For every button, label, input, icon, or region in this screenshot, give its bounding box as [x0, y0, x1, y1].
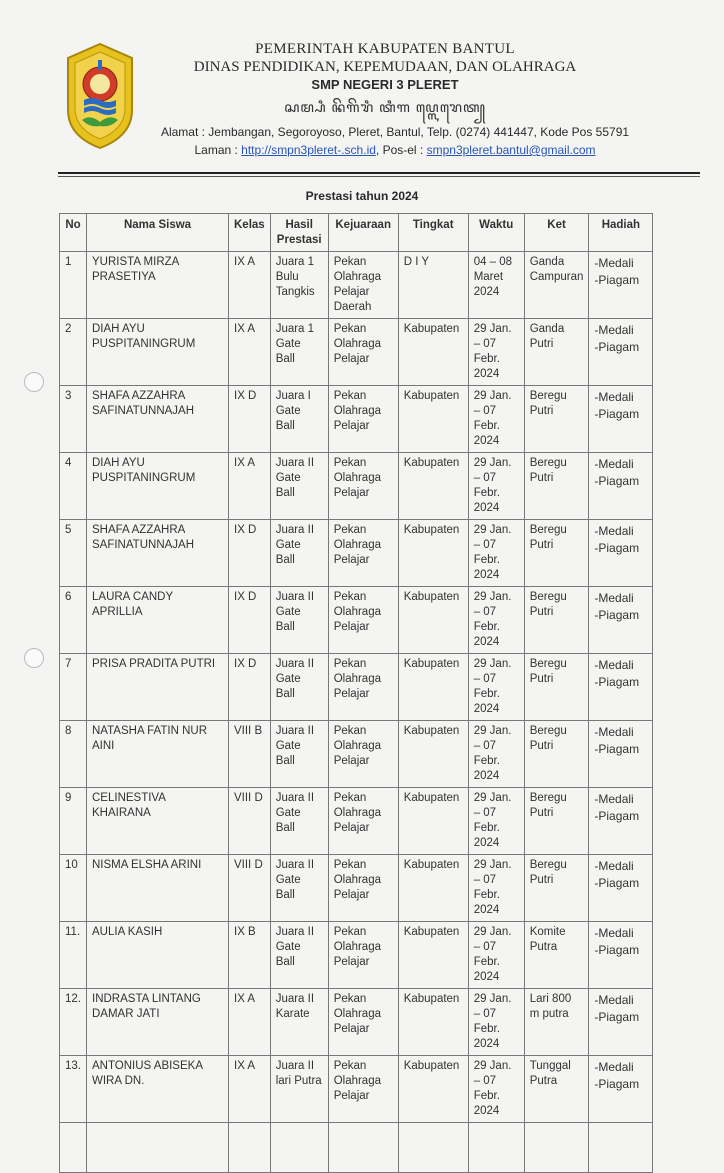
championship-name: Pekan Olahraga Pelajar	[328, 520, 398, 587]
award-medal: -Medali	[594, 926, 634, 940]
column-header-championship: Kejuaraan	[328, 214, 398, 252]
event-note: Beregu Putri	[524, 587, 589, 654]
award-medal: -Medali	[594, 993, 634, 1007]
award-certificate: -Piagam	[594, 742, 640, 756]
event-date: 29 Jan. – 07 Febr. 2024	[468, 654, 524, 721]
row-number: 13.	[60, 1056, 87, 1123]
column-header-no: No	[60, 214, 87, 252]
empty-cell	[60, 1123, 87, 1173]
header-contact	[140, 143, 650, 157]
competition-level: Kabupaten	[398, 788, 468, 855]
award-cell	[589, 252, 653, 319]
table-row	[60, 520, 653, 587]
event-date: 29 Jan. – 07 Febr. 2024	[468, 788, 524, 855]
row-number: 11.	[60, 922, 87, 989]
website-link[interactable]: http://smpn3pleret-.sch.id	[241, 143, 376, 157]
award-certificate: -Piagam	[594, 1077, 640, 1091]
award-cell	[589, 386, 653, 453]
student-class: IX A	[229, 319, 271, 386]
award-medal: -Medali	[594, 725, 634, 739]
row-number: 10	[60, 855, 87, 922]
header-javanese-script: ꦱꦩ꧀ꦥꦶ ꦤꦼꦒꦼꦫꦶ ꦠꦶꦒ ꦥ꧀ꦭꦺꦫꦺꦠ꧀	[284, 99, 486, 115]
student-name: AULIA KASIH	[87, 922, 229, 989]
competition-level: Kabupaten	[398, 386, 468, 453]
table-row	[60, 1056, 653, 1123]
event-note: Beregu Putri	[524, 855, 589, 922]
header-school-name: SMP NEGERI 3 PLERET	[311, 77, 459, 92]
achievement-result: Juara II Gate Ball	[270, 788, 328, 855]
award-cell	[589, 855, 653, 922]
row-number: 2	[60, 319, 87, 386]
event-date: 29 Jan. – 07 Febr. 2024	[468, 319, 524, 386]
achievements-table	[59, 213, 653, 1173]
student-class: IX D	[229, 520, 271, 587]
achievement-result: Juara II Gate Ball	[270, 922, 328, 989]
email-link[interactable]: smpn3pleret.bantul@gmail.com	[426, 143, 596, 157]
student-class: IX B	[229, 922, 271, 989]
table-row	[60, 721, 653, 788]
championship-name: Pekan Olahraga Pelajar	[328, 1056, 398, 1123]
student-name: ANTONIUS ABISEKA WIRA DN.	[87, 1056, 229, 1123]
table-row	[60, 989, 653, 1056]
championship-name: Pekan Olahraga Pelajar	[328, 855, 398, 922]
award-certificate: -Piagam	[594, 474, 640, 488]
header-agency: DINAS PENDIDIKAN, KEPEMUDAAN, DAN OLAHRAGA	[193, 59, 577, 75]
championship-name: Pekan Olahraga Pelajar	[328, 788, 398, 855]
empty-cell	[87, 1123, 229, 1173]
punch-hole	[24, 372, 44, 392]
event-note: Beregu Putri	[524, 721, 589, 788]
row-number: 7	[60, 654, 87, 721]
award-certificate: -Piagam	[594, 273, 640, 287]
competition-level: Kabupaten	[398, 587, 468, 654]
event-note: Lari 800 m putra	[524, 989, 589, 1056]
student-name: DIAH AYU PUSPITANINGRUM	[87, 319, 229, 386]
web-label: Laman :	[194, 143, 242, 157]
table-row	[60, 386, 653, 453]
award-medal: -Medali	[594, 658, 634, 672]
student-class: VIII B	[229, 721, 271, 788]
row-number: 6	[60, 587, 87, 654]
empty-cell	[524, 1123, 589, 1173]
student-name: LAURA CANDY APRILLIA	[87, 587, 229, 654]
empty-cell	[270, 1123, 328, 1173]
championship-name: Pekan Olahraga Pelajar	[328, 721, 398, 788]
championship-name: Pekan Olahraga Pelajar	[328, 922, 398, 989]
table-row	[60, 453, 653, 520]
award-medal: -Medali	[594, 591, 634, 605]
column-header-time: Waktu	[468, 214, 524, 252]
award-cell	[589, 721, 653, 788]
event-note: Beregu Putri	[524, 386, 589, 453]
row-number: 4	[60, 453, 87, 520]
award-medal: -Medali	[594, 256, 634, 270]
award-cell	[589, 587, 653, 654]
table-row	[60, 922, 653, 989]
student-name: CELINESTIVA KHAIRANA	[87, 788, 229, 855]
award-medal: -Medali	[594, 792, 634, 806]
event-note: Beregu Putri	[524, 654, 589, 721]
championship-name: Pekan Olahraga Pelajar	[328, 587, 398, 654]
award-certificate: -Piagam	[594, 340, 640, 354]
award-certificate: -Piagam	[594, 943, 640, 957]
event-date: 29 Jan. – 07 Febr. 2024	[468, 989, 524, 1056]
table-header-row	[60, 214, 653, 252]
student-class: IX A	[229, 252, 271, 319]
email-label: , Pos-el :	[375, 143, 427, 157]
championship-name: Pekan Olahraga Pelajar	[328, 386, 398, 453]
award-certificate: -Piagam	[594, 876, 640, 890]
award-certificate: -Piagam	[594, 675, 640, 689]
event-note: Beregu Putri	[524, 520, 589, 587]
student-class: IX D	[229, 386, 271, 453]
column-header-level: Tingkat	[398, 214, 468, 252]
achievement-result: Juara 1 Bulu Tangkis	[270, 252, 328, 319]
competition-level: Kabupaten	[398, 855, 468, 922]
event-note: Beregu Putri	[524, 788, 589, 855]
column-header-class: Kelas	[229, 214, 271, 252]
student-name: NATASHA FATIN NUR AINI	[87, 721, 229, 788]
competition-level: Kabupaten	[398, 319, 468, 386]
achievement-result: Juara II lari Putra	[270, 1056, 328, 1123]
table-row	[60, 788, 653, 855]
event-note: Ganda Campuran	[524, 252, 589, 319]
competition-level: D I Y	[398, 252, 468, 319]
student-class: IX A	[229, 1056, 271, 1123]
award-certificate: -Piagam	[594, 608, 640, 622]
achievement-result: Juara II Gate Ball	[270, 855, 328, 922]
award-medal: -Medali	[594, 323, 634, 337]
row-number: 1	[60, 252, 87, 319]
award-certificate: -Piagam	[594, 407, 640, 421]
competition-level: Kabupaten	[398, 721, 468, 788]
award-medal: -Medali	[594, 524, 634, 538]
punch-hole	[24, 648, 44, 668]
table-row	[60, 587, 653, 654]
award-certificate: -Piagam	[594, 809, 640, 823]
header-divider-thin	[58, 176, 700, 177]
event-date: 29 Jan. – 07 Febr. 2024	[468, 386, 524, 453]
header-divider	[58, 172, 700, 174]
award-cell	[589, 989, 653, 1056]
header-government: PEMERINTAH KABUPATEN BANTUL	[255, 41, 515, 57]
achievement-result: Juara II Gate Ball	[270, 453, 328, 520]
achievement-result: Juara II Karate	[270, 989, 328, 1056]
award-medal: -Medali	[594, 457, 634, 471]
championship-name: Pekan Olahraga Pelajar Daerah	[328, 252, 398, 319]
event-date: 29 Jan. – 07 Febr. 2024	[468, 855, 524, 922]
student-class: IX A	[229, 989, 271, 1056]
event-note: Komite Putra	[524, 922, 589, 989]
table-row	[60, 319, 653, 386]
event-date: 29 Jan. – 07 Febr. 2024	[468, 1056, 524, 1123]
event-note: Beregu Putri	[524, 453, 589, 520]
competition-level: Kabupaten	[398, 654, 468, 721]
empty-cell	[398, 1123, 468, 1173]
competition-level: Kabupaten	[398, 922, 468, 989]
column-header-note: Ket	[524, 214, 589, 252]
championship-name: Pekan Olahraga Pelajar	[328, 319, 398, 386]
event-note: Ganda Putri	[524, 319, 589, 386]
achievement-result: Juara II Gate Ball	[270, 520, 328, 587]
event-date: 29 Jan. – 07 Febr. 2024	[468, 520, 524, 587]
row-number: 9	[60, 788, 87, 855]
award-cell	[589, 788, 653, 855]
award-cell	[589, 922, 653, 989]
bantul-emblem-icon	[62, 40, 138, 152]
empty-cell	[229, 1123, 271, 1173]
award-cell	[589, 520, 653, 587]
award-certificate: -Piagam	[594, 541, 640, 555]
award-cell	[589, 654, 653, 721]
student-class: IX A	[229, 453, 271, 520]
document-title: Prestasi tahun 2024	[305, 189, 419, 203]
student-class: IX D	[229, 587, 271, 654]
row-number: 3	[60, 386, 87, 453]
award-medal: -Medali	[594, 390, 634, 404]
table-row	[60, 855, 653, 922]
achievement-result: Juara II Gate Ball	[270, 721, 328, 788]
column-header-award: Hadiah	[589, 214, 653, 252]
championship-name: Pekan Olahraga Pelajar	[328, 453, 398, 520]
achievement-result: Juara 1 Gate Ball	[270, 319, 328, 386]
competition-level: Kabupaten	[398, 520, 468, 587]
event-date: 04 – 08 Maret 2024	[468, 252, 524, 319]
student-class: IX D	[229, 654, 271, 721]
student-class: VIII D	[229, 788, 271, 855]
student-name: DIAH AYU PUSPITANINGRUM	[87, 453, 229, 520]
event-date: 29 Jan. – 07 Febr. 2024	[468, 453, 524, 520]
achievement-result: Juara II Gate Ball	[270, 654, 328, 721]
student-name: NISMA ELSHA ARINI	[87, 855, 229, 922]
student-class: VIII D	[229, 855, 271, 922]
award-medal: -Medali	[594, 1060, 634, 1074]
competition-level: Kabupaten	[398, 453, 468, 520]
empty-cell	[328, 1123, 398, 1173]
table-row	[60, 654, 653, 721]
competition-level: Kabupaten	[398, 989, 468, 1056]
award-cell	[589, 453, 653, 520]
competition-level: Kabupaten	[398, 1056, 468, 1123]
event-note: Tunggal Putra	[524, 1056, 589, 1123]
empty-cell	[589, 1123, 653, 1173]
event-date: 29 Jan. – 07 Febr. 2024	[468, 587, 524, 654]
row-number: 12.	[60, 989, 87, 1056]
achievement-result: Juara I Gate Ball	[270, 386, 328, 453]
event-date: 29 Jan. – 07 Febr. 2024	[468, 721, 524, 788]
award-certificate: -Piagam	[594, 1010, 640, 1024]
column-header-result: Hasil Prestasi	[270, 214, 328, 252]
row-number: 8	[60, 721, 87, 788]
header-address: Alamat : Jembangan, Segoroyoso, Pleret, Bantul, Telp. (0274) 441447, Kode Pos 55791	[160, 125, 630, 139]
student-name: INDRASTA LINTANG DAMAR JATI	[87, 989, 229, 1056]
table-row	[60, 252, 653, 319]
column-header-name: Nama Siswa	[87, 214, 229, 252]
championship-name: Pekan Olahraga Pelajar	[328, 989, 398, 1056]
award-cell	[589, 319, 653, 386]
event-date: 29 Jan. – 07 Febr. 2024	[468, 922, 524, 989]
empty-row	[60, 1123, 653, 1173]
student-name: PRISA PRADITA PUTRI	[87, 654, 229, 721]
empty-cell	[468, 1123, 524, 1173]
student-name: SHAFA AZZAHRA SAFINATUNNAJAH	[87, 520, 229, 587]
achievement-result: Juara II Gate Ball	[270, 587, 328, 654]
student-name: SHAFA AZZAHRA SAFINATUNNAJAH	[87, 386, 229, 453]
student-name: YURISTA MIRZA PRASETIYA	[87, 252, 229, 319]
award-cell	[589, 1056, 653, 1123]
award-medal: -Medali	[594, 859, 634, 873]
row-number: 5	[60, 520, 87, 587]
championship-name: Pekan Olahraga Pelajar	[328, 654, 398, 721]
